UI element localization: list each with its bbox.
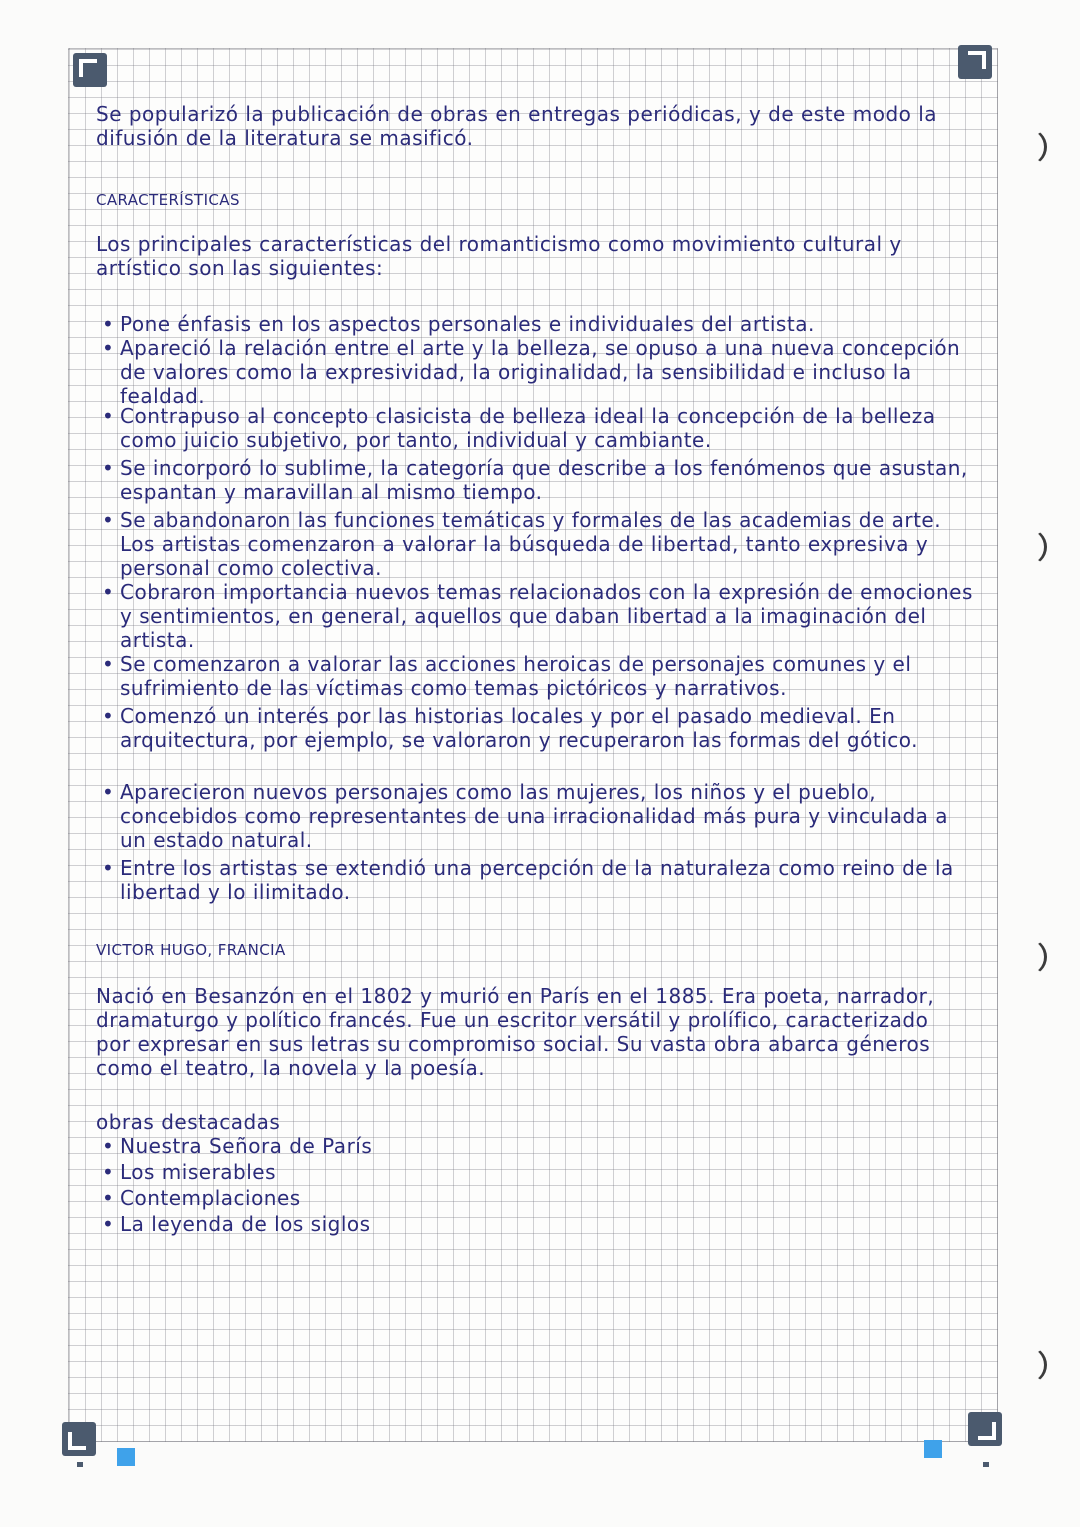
caracteristicas-lead: Los principales características del romanticismo como movimiento cultural y artístico son las siguientes: [96, 232, 902, 280]
scan-marker-right [924, 1440, 942, 1458]
corner-mark-top-right-icon [958, 45, 992, 79]
binder-hole-icon [1018, 938, 1047, 976]
section-heading-caracteristicas: CARACTERÍSTICAS [96, 191, 240, 209]
corner-tick-icon [983, 1462, 989, 1467]
list-item: • Los miserables [96, 1160, 976, 1184]
corner-mark-bottom-right-icon [968, 1412, 1002, 1446]
list-item: • Contrapuso al concepto clasicista de belleza ideal la concepción de la belleza como juicio subjetivo, por tanto, individual y cambiante. [96, 404, 976, 452]
binder-hole-icon [1018, 528, 1047, 566]
victor-hugo-bio: Nació en Besanzón en el 1802 y murió en París en el 1885. Era poeta, narrador, dramaturgo y político francés. Fue un escritor versátil y prolífico, caracterizado por expresar en sus letras su compromiso social. Su vasta obra abarca géneros como el teatro, la novela y la poesía. [96, 984, 935, 1080]
list-item: • La leyenda de los siglos [96, 1212, 976, 1236]
corner-tick-icon [77, 1462, 83, 1467]
list-item: • Nuestra Señora de París [96, 1134, 976, 1158]
binder-hole-icon [1018, 128, 1047, 166]
list-item: • Apareció la relación entre el arte y la belleza, se opuso a una nueva concepción de valores como la expresividad, la originalidad, la sensibilidad e incluso la fealdad. [96, 336, 976, 408]
list-item: • Comenzó un interés por las historias locales y por el pasado medieval. En arquitectura, por ejemplo, se valoraron y recuperaron las formas del gótico. [96, 704, 976, 752]
section-heading-victor-hugo: VICTOR HUGO, FRANCIA [96, 941, 286, 959]
list-item: • Aparecieron nuevos personajes como las mujeres, los niños y el pueblo, concebidos como representantes de una irracionalidad más pura y vinculada a un estado natural. [96, 780, 976, 852]
list-item: • Cobraron importancia nuevos temas relacionados con la expresión de emociones y sentimientos, en general, aquellos que daban libertad a la imaginación del artista. [96, 580, 976, 652]
list-item: • Contemplaciones [96, 1186, 976, 1210]
intro-paragraph: Se popularizó la publicación de obras en entregas periódicas, y de este modo la difusión de la literatura se masificó. [96, 102, 938, 150]
list-item: • Se comenzaron a valorar las acciones heroicas de personajes comunes y el sufrimiento de las víctimas como temas pictóricos y narrativos. [96, 652, 976, 700]
list-item: • Pone énfasis en los aspectos personales e individuales del artista. [96, 312, 976, 336]
list-item: • Se incorporó lo sublime, la categoría que describe a los fenómenos que asustan, espantan y maravillan al mismo tiempo. [96, 456, 976, 504]
works-heading: obras destacadas [96, 1110, 281, 1134]
corner-mark-top-left-icon [73, 53, 107, 87]
corner-mark-bottom-left-icon [62, 1422, 96, 1456]
list-item: • Entre los artistas se extendió una percepción de la naturaleza como reino de la libertad y lo ilimitado. [96, 856, 976, 904]
scan-marker-left [117, 1448, 135, 1466]
list-item: • Se abandonaron las funciones temáticas y formales de las academias de arte. Los artistas comenzaron a valorar la búsqueda de libertad, tanto expresiva y personal como colectiva. [96, 508, 976, 580]
binder-hole-icon [1018, 1346, 1047, 1384]
